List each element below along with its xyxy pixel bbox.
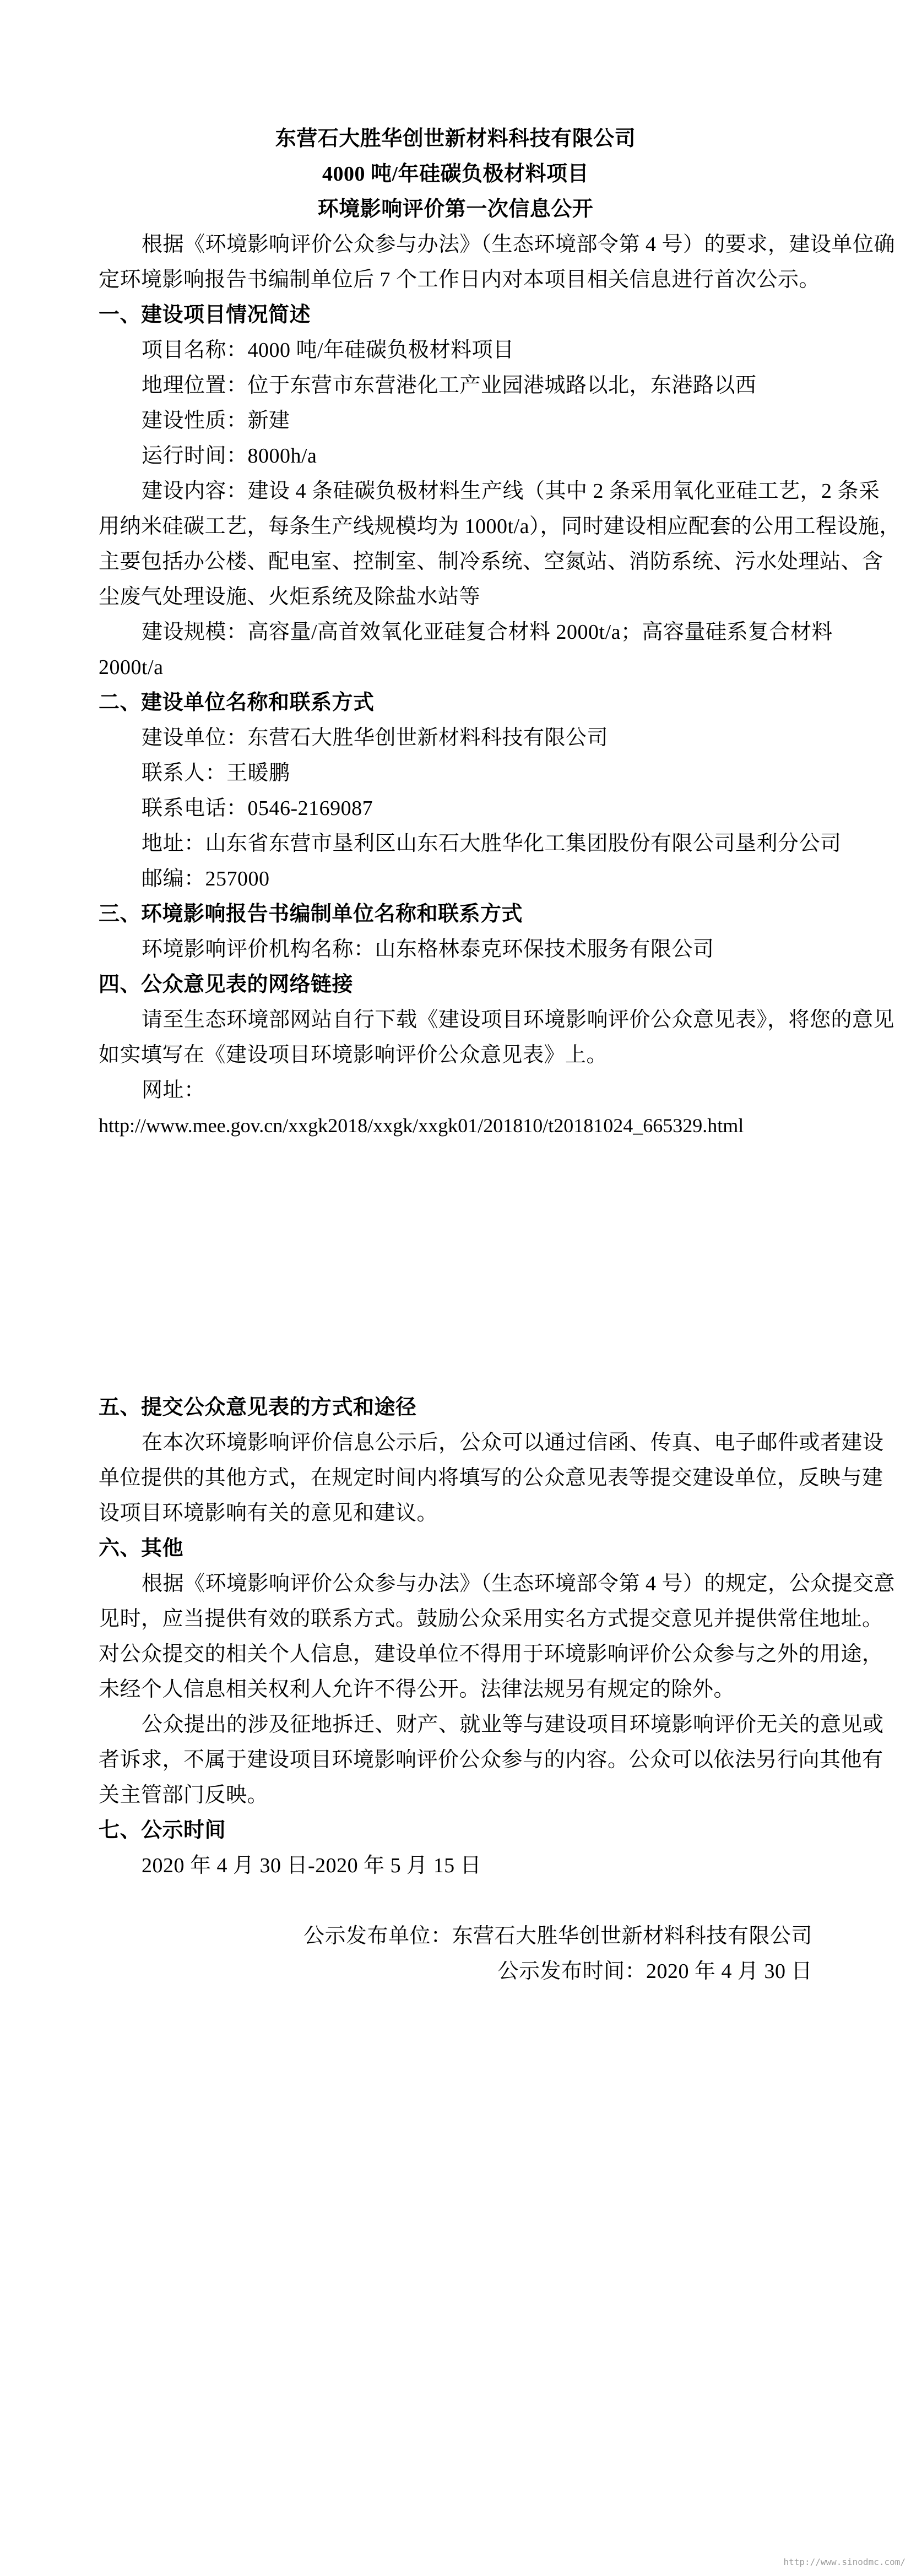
project-nature-line: 建设性质：新建	[142, 409, 290, 432]
blank-gap	[99, 1143, 812, 1390]
project-content-line: 建设内容：建设 4 条硅碳负极材料生产线（其中 2 条采用氧化亚硅工艺，2 条采	[142, 480, 880, 503]
section-7-heading: 七、公示时间	[99, 1819, 226, 1842]
intro-paragraph-line: 根据《环境影响评价公众参与办法》（生态环境部令第 4 号）的要求，建设单位确	[142, 233, 896, 256]
document-content	[99, 121, 901, 1989]
download-instruction-line: 请至生态环境部网站自行下载《建设项目环境影响评价公众意见表》，将您的意见	[142, 1008, 895, 1031]
section-3-heading: 三、环境影响报告书编制单位名称和联系方式	[99, 903, 523, 926]
project-scale-line: 2000t/a	[99, 656, 164, 679]
publicity-period-line: 2020 年 4 月 30 日-2020 年 5 月 15 日	[142, 1854, 482, 1877]
section-4-heading: 四、公众意见表的网络链接	[99, 973, 354, 996]
contact-person-line: 联系人：王暖鹏	[142, 762, 290, 785]
section-5-heading: 五、提交公众意见表的方式和途径	[99, 1396, 417, 1419]
other-provision-line: 对公众提交的相关个人信息，建设单位不得用于环境影响评价公众参与之外的用途，	[99, 1643, 883, 1666]
publish-date-line: 公示发布时间：2020 年 4 月 30 日	[497, 1960, 812, 1983]
section-2-heading: 二、建设单位名称和联系方式	[99, 691, 375, 714]
project-content-line: 主要包括办公楼、配电室、控制室、制冷系统、空氮站、消防系统、污水处理站、含	[99, 550, 883, 573]
watermark-url: http://www.sinodmc.com/	[783, 2557, 905, 2567]
other-provision-line: 公众提出的涉及征地拆迁、财产、就业等与建设项目环境影响评价无关的意见或	[142, 1713, 884, 1736]
other-provision-line: 根据《环境影响评价公众参与办法》（生态环境部令第 4 号）的规定，公众提交意	[142, 1572, 896, 1595]
submission-method-line: 设项目环境影响有关的意见和建议。	[99, 1502, 438, 1525]
download-instruction-line: 如实填写在《建设项目环境影响评价公众意见表》上。	[99, 1044, 608, 1067]
builder-name-line: 建设单位：东营石大胜华创世新材料科技有限公司	[142, 726, 609, 749]
address-line: 地址：山东省东营市垦利区山东石大胜华化工集团股份有限公司垦利分公司	[142, 832, 842, 855]
submission-method-line: 单位提供的其他方式，在规定时间内将填写的公众意见表等提交建设单位，反映与建	[99, 1466, 883, 1490]
doc-title-company: 东营石大胜华创世新材料科技有限公司	[275, 127, 636, 150]
public-comment-form-url: http://www.mee.gov.cn/xxgk2018/xxgk/xxgk01/201810/t20181024_665329.html	[99, 1115, 744, 1137]
other-provision-line: 关主管部门反映。	[99, 1784, 269, 1807]
operating-hours-line: 运行时间：8000h/a	[142, 444, 317, 468]
other-provision-line: 者诉求，不属于建设项目环境影响评价公众参与的内容。公众可以依法另行向其他有	[99, 1748, 883, 1771]
section-1-heading: 一、建设项目情况简述	[99, 303, 311, 327]
url-label-line: 网址：	[142, 1079, 205, 1102]
eia-agency-line: 环境影响评价机构名称：山东格林泰克环保技术服务有限公司	[142, 938, 714, 961]
project-content-line: 用纳米硅碳工艺，每条生产线规模均为 1000t/a），同时建设相应配套的公用工程设施，	[99, 515, 901, 538]
doc-title-project: 4000 吨/年硅碳负极材料项目	[322, 162, 589, 186]
intro-paragraph-line: 定环境影响报告书编制单位后 7 个工作日内对本项目相关信息进行首次公示。	[99, 268, 821, 291]
publisher-line: 公示发布单位：东营石大胜华创世新材料科技有限公司	[303, 1925, 812, 1948]
project-name-line: 项目名称：4000 吨/年硅碳负极材料项目	[142, 339, 514, 362]
section-6-heading: 六、其他	[99, 1537, 184, 1560]
submission-method-line: 在本次环境影响评价信息公示后，公众可以通过信函、传真、电子邮件或者建设	[142, 1431, 884, 1454]
other-provision-line: 未经个人信息相关权利人允许不得公开。法律法规另有规定的除外。	[99, 1678, 735, 1701]
project-content-line: 尘废气处理设施、火炬系统及除盐水站等	[99, 585, 481, 608]
postcode-line: 邮编：257000	[142, 867, 270, 890]
project-scale-line: 建设规模：高容量/高首效氧化亚硅复合材料 2000t/a；高容量硅系复合材料	[142, 621, 833, 644]
other-provision-line: 见时，应当提供有效的联系方式。鼓励公众采用实名方式提交意见并提供常住地址。	[99, 1607, 883, 1631]
project-location-line: 地理位置：位于东营市东营港化工产业园港城路以北，东港路以西	[142, 374, 757, 397]
contact-phone-line: 联系电话：0546-2169087	[142, 797, 373, 820]
blank-gap	[99, 1883, 812, 1919]
doc-title-notice: 环境影响评价第一次信息公开	[317, 198, 594, 221]
